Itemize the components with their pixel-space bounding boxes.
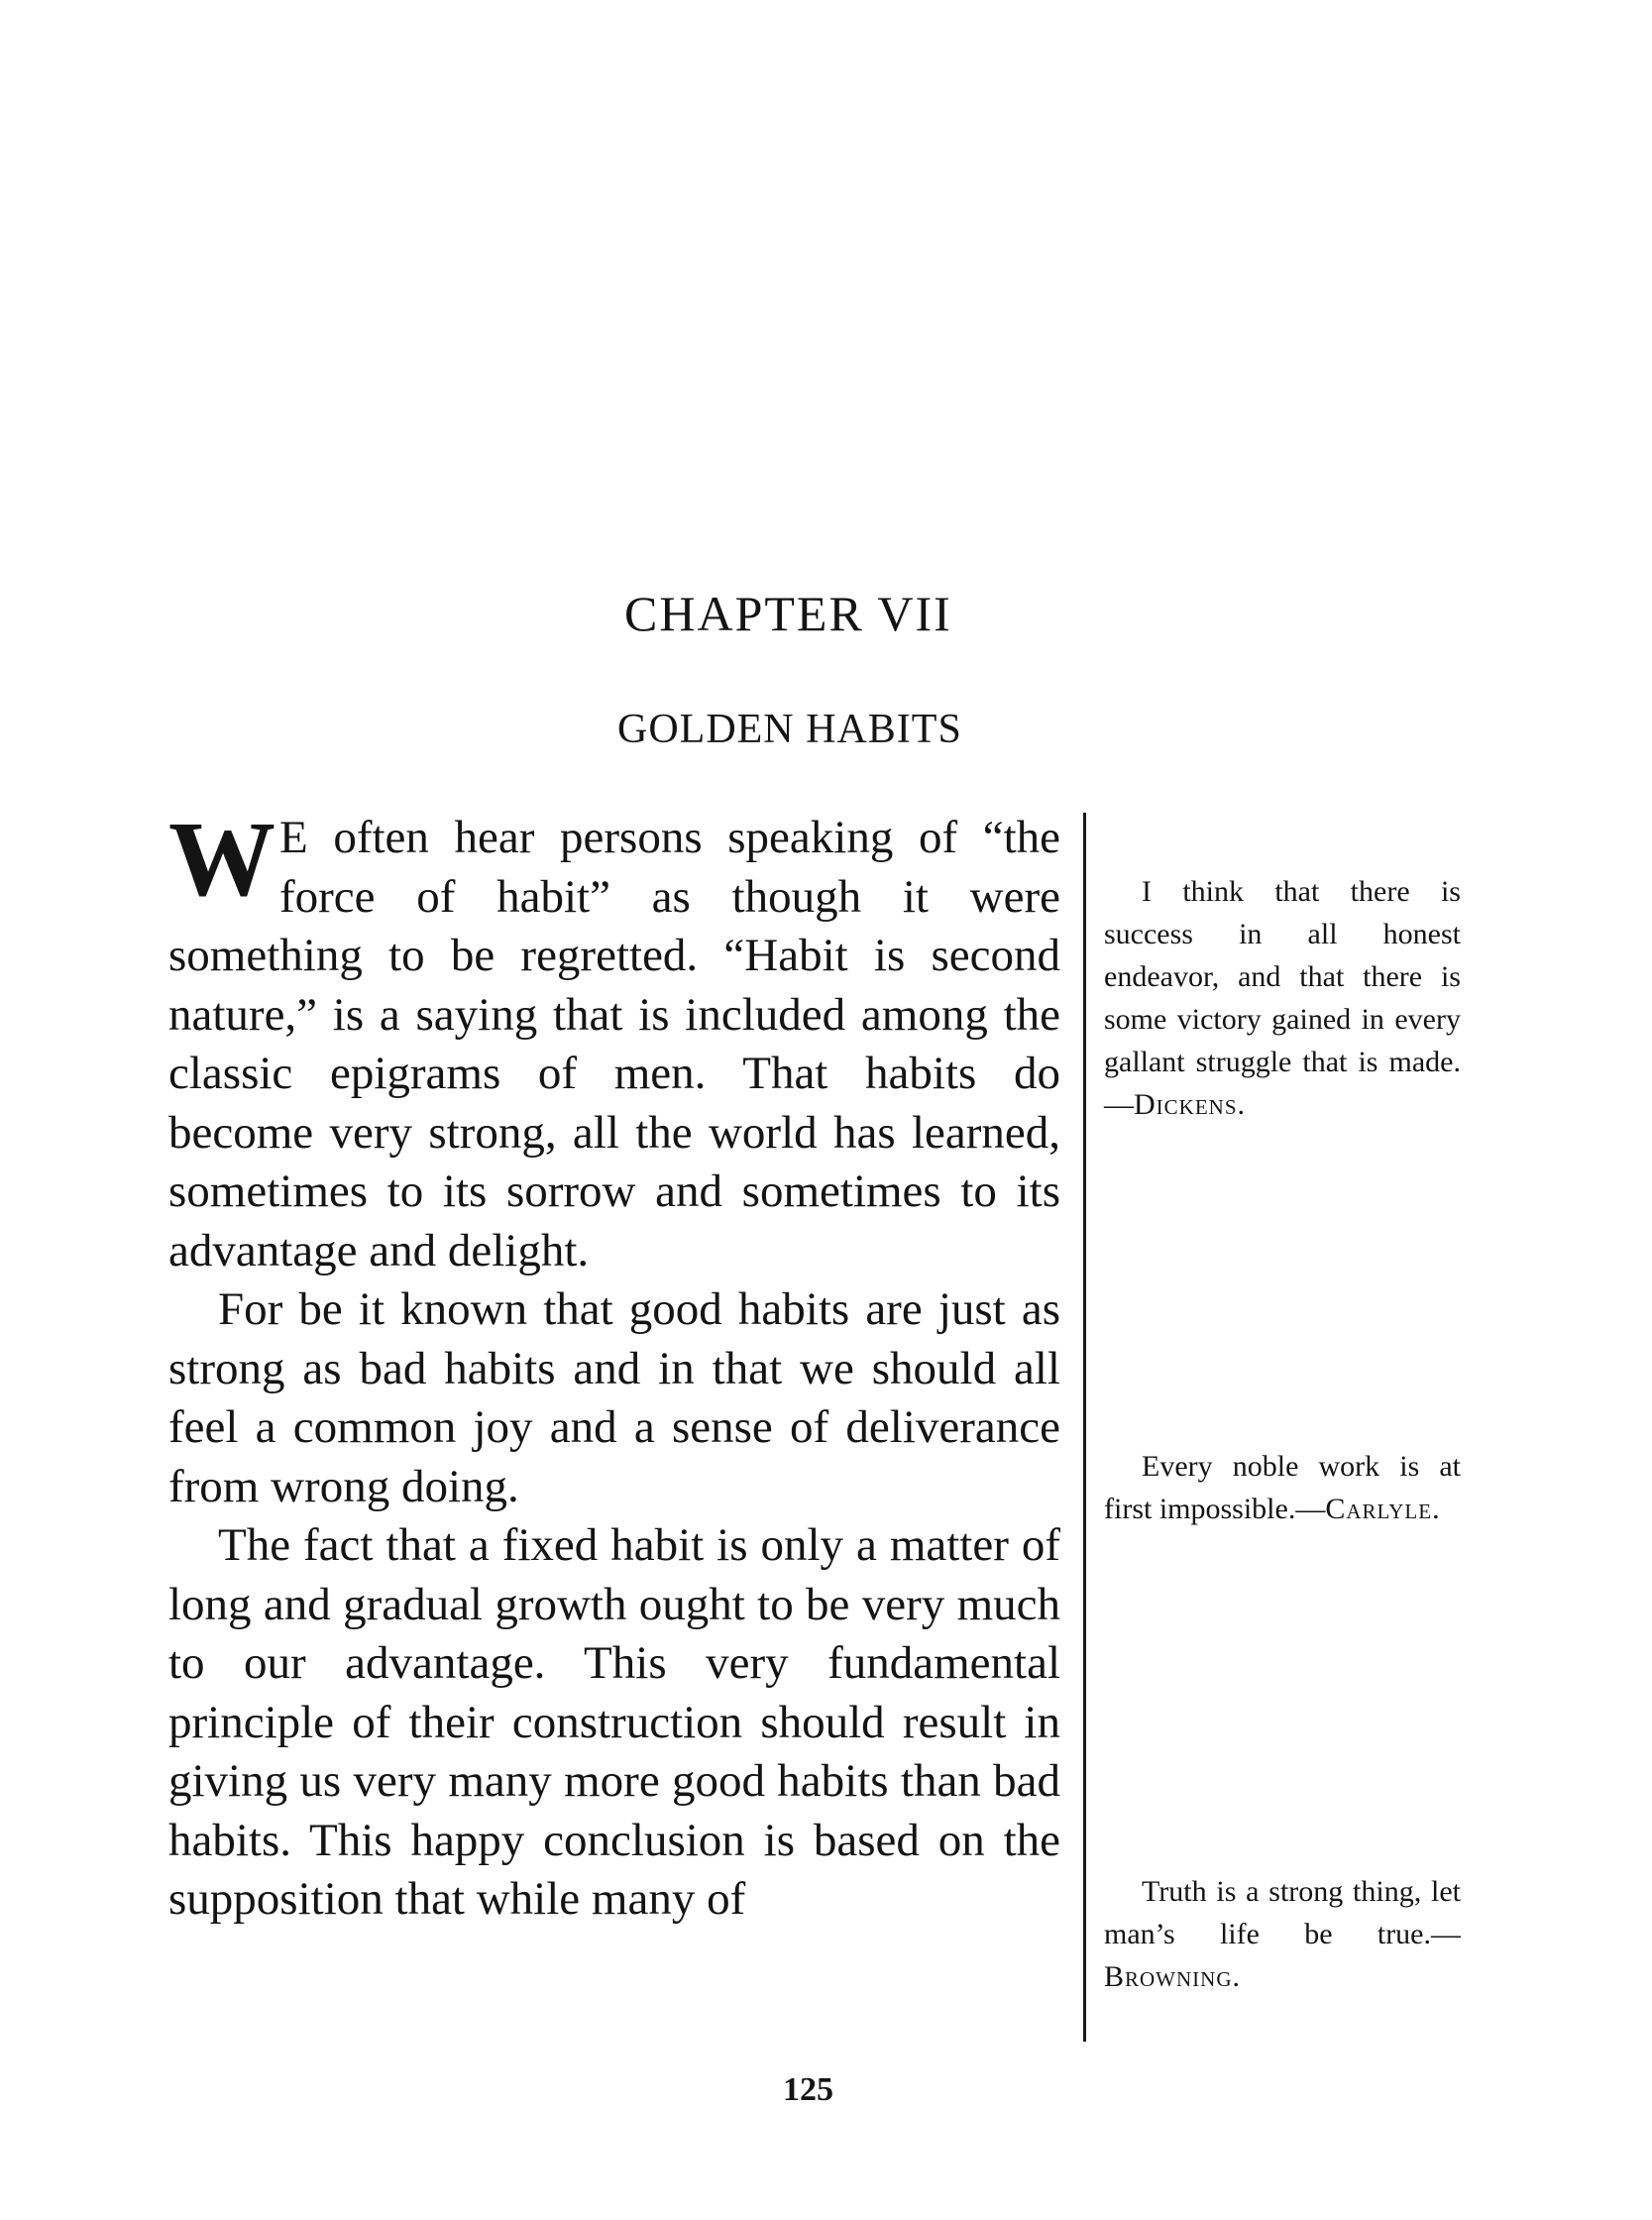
margin-quote-dickens [1104,870,1461,1126]
paragraph-1-text: E often hear persons speaking of “the force of habit” as though it were something to be regretted. “Habit is second nature,” is a saying that is included among the classic epigrams of men. That habits do become very strong, all the world has learned, sometimes to its sorrow and sometimes to its advantage and delight. [168,812,1060,1276]
body-text [168,801,1060,1930]
paragraph-1 [168,801,1060,1280]
chapter-number: CHAPTER VII [624,586,952,641]
margin-quote-author: Browning. [1104,1960,1241,1993]
drop-cap: W [168,801,275,919]
margin-divider-rule [1083,813,1086,2042]
margin-quote-author: Carlyle. [1325,1493,1441,1525]
page-number: 125 [783,2071,833,2108]
margin-quote-author: Dickens. [1134,1088,1247,1121]
margin-quote-text: Every noble work is at first impossible.— [1104,1450,1461,1525]
margin-quote-text: Truth is a strong thing, let man’s life be true.— [1104,1875,1461,1950]
paragraph-3: The fact that a fixed habit is only a matter of long and gradual growth ought to be very much to our advantage. This very fundamental principle of their construction should result in giving us very many more good habits than bad habits. This happy conclusion is based on the supposition that while many of [168,1519,1060,1925]
chapter-title: GOLDEN HABITS [617,707,962,752]
margin-quote-text: I think that there is success in all honest endeavor, and that there is some victory gained in every gallant struggle that is made.— [1104,875,1461,1121]
margin-quote-browning [1104,1870,1461,1998]
paragraph-2: For be it known that good habits are just as strong as bad habits and in that we should all feel a common joy and a sense of deliverance from wrong doing. [168,1283,1060,1512]
margin-quote-carlyle [1104,1445,1461,1530]
